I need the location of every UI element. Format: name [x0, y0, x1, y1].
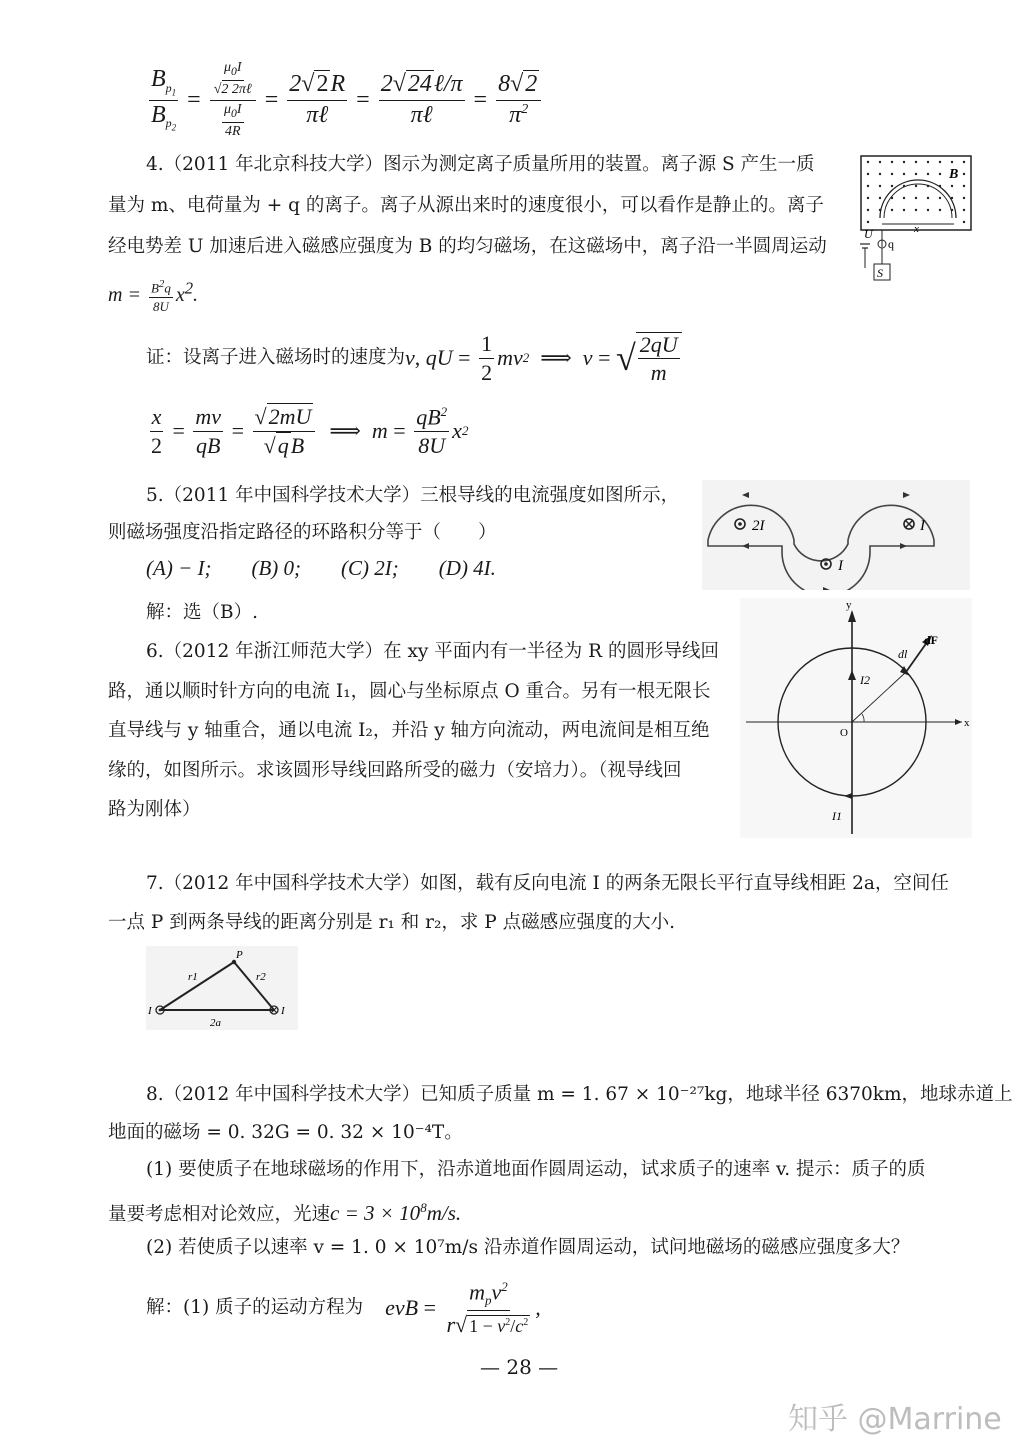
option-a: (A) − I;: [146, 556, 212, 580]
svg-text:r1: r1: [188, 971, 198, 983]
q4-line-2: 量为 m、电荷量为 + q 的离子。离子从源出来时的速度很小，可以看作是静止的。离子: [108, 195, 824, 216]
svg-text:2a: 2a: [210, 1017, 221, 1029]
fraction-compound: $\frac{\frac{\mu_0I}{\text{√2 2πℓ}}}{\frac{\mu_0I}{4R}}$: [210, 61, 256, 139]
q4-proof-line-2: $\frac{x}{2}$ = $\frac{mv}{qB}$ = $\frac{√2mU}{√qB}$ ⟹ m = $\frac{qB^2}{8U}$ x 2: [151, 404, 469, 458]
q6-line-2: 路，通以顺时针方向的电流 I₁，圆心与坐标原点 O 重合。另有一根无限长: [108, 681, 711, 702]
q8-line-3: (1) 要使质子在地球磁场的作用下，沿赤道地面作圆周运动，试求质子的速率 v. 提示：质子的质: [146, 1159, 926, 1180]
q5-line-1: 5.（2011 年中国科学技术大学）三根导线的电流强度如图所示，: [146, 485, 680, 506]
svg-text:q: q: [888, 237, 894, 251]
q5-line-2: 则磁场强度沿指定路径的环路积分等于（ ）: [108, 522, 497, 543]
svg-text:U: U: [864, 227, 873, 241]
mass-spectrometer-figure: [856, 152, 976, 286]
parallel-wires-figure: [146, 946, 298, 1030]
watermark: 知乎 @Marrine: [788, 1402, 1002, 1437]
svg-text:S: S: [877, 266, 883, 280]
q6-line-4: 缘的，如图所示。求该圆形导线回路所受的磁力（安培力）。（视导线回: [108, 760, 682, 781]
equation-ratio: $\frac{B_{p_1}}{B_{p_2}}$ = $\frac{\frac{\mu_0I}{\text{√2 2πℓ}}}{\frac{\mu_0I}{4R}}$ = $\frac{2√2R}{\text{πℓ}}$ = $\frac{\text{2√24ℓ/π}}{\text{πℓ}}$ = $\frac{8√2}{\pi^2}$: [146, 62, 544, 138]
q6-line-5: 路为刚体）: [108, 799, 201, 820]
svg-text:2I: 2I: [752, 518, 765, 534]
svg-text:P: P: [236, 949, 243, 961]
q7-line-2: 一点 P 到两条导线的距离分别是 r₁ 和 r₂，求 P 点磁感应强度的大小.: [108, 912, 675, 933]
q7-line-1: 7.（2012 年中国科学技术大学）如图，载有反向电流 I 的两条无限长平行直导线相距 2a，空间任: [146, 873, 949, 894]
svg-text:y: y: [846, 599, 852, 611]
q8-solution: 解：(1) 质子的运动方程为 evB = $\frac{m_pv^2}{r√ 1 - v^2/c^2}$ ,: [146, 1279, 541, 1337]
svg-text:I2: I2: [860, 673, 870, 687]
page-number: — 28 —: [480, 1355, 559, 1379]
svg-text:I1: I1: [832, 809, 842, 823]
q8-line-4: 量要考虑相对论效应，光速$c = 3 \times 10^8m/s$.: [108, 1200, 462, 1225]
q4-line-4: m = $\frac{B^2q}{8U}$ $x^2$.: [108, 277, 199, 314]
svg-text:r2: r2: [256, 971, 266, 983]
fraction-lhs: $\frac{B_{p_1}}{B_{p_2}}$: [151, 65, 177, 133]
q4-line-3: 经电势差 U 加速后进入磁感应强度为 B 的均匀磁场，在这磁场中，离子沿一半圆周运动: [108, 236, 827, 257]
option-d: (D) 4I.: [438, 556, 496, 580]
svg-text:I: I: [281, 1005, 285, 1017]
q5-options: [146, 556, 496, 581]
svg-text:I: I: [838, 558, 843, 574]
q6-line-3: 直导线与 y 轴重合，通以电流 I₂，并沿 y 轴方向流动，两电流间是相互绝: [108, 720, 710, 741]
option-b: (B) 0;: [251, 556, 302, 580]
q6-line-1: 6.（2012 年浙江师范大学）在 xy 平面内有一半径为 R 的圆形导线回: [146, 641, 719, 662]
svg-text:x: x: [914, 223, 919, 235]
svg-text:x: x: [964, 717, 970, 729]
q8-line-2: 地面的磁场 = 0. 32G = 0. 32 × 10⁻⁴T。: [108, 1122, 463, 1143]
svg-text:B: B: [949, 167, 959, 182]
svg-text:dl: dl: [898, 647, 908, 661]
q8-line-5: (2) 若使质子以速率 v = 1. 0 × 10⁷m/s 沿赤道作圆周运动，试问地磁场的磁感应强度多大？: [146, 1237, 910, 1258]
svg-text:I: I: [148, 1005, 152, 1017]
svg-text:I: I: [920, 518, 925, 534]
circular-loop-figure: [740, 598, 972, 838]
q8-line-1: 8.（2012 年中国科学技术大学）已知质子质量 m = 1. 67 × 10⁻²⁷kg，地球半径 6370km，地球赤道上: [146, 1084, 1013, 1105]
svg-text:O: O: [840, 727, 848, 739]
q4-line-1: 4.（2011 年北京科技大学）图示为测定离子质量所用的装置。离子源 S 产生一质: [146, 154, 815, 175]
q4-proof-line-1: 证：设离子进入磁场时的速度为 v , qU = $\frac{1}{2}$ mv 2 ⟹ v = √ $\frac{2qU}{m}$: [146, 330, 682, 386]
q5-answer: 解：选（B）.: [146, 602, 258, 623]
option-c: (C) 2I;: [341, 556, 399, 580]
svg-text:dF: dF: [924, 633, 939, 647]
loop-integral-figure: [702, 480, 970, 590]
